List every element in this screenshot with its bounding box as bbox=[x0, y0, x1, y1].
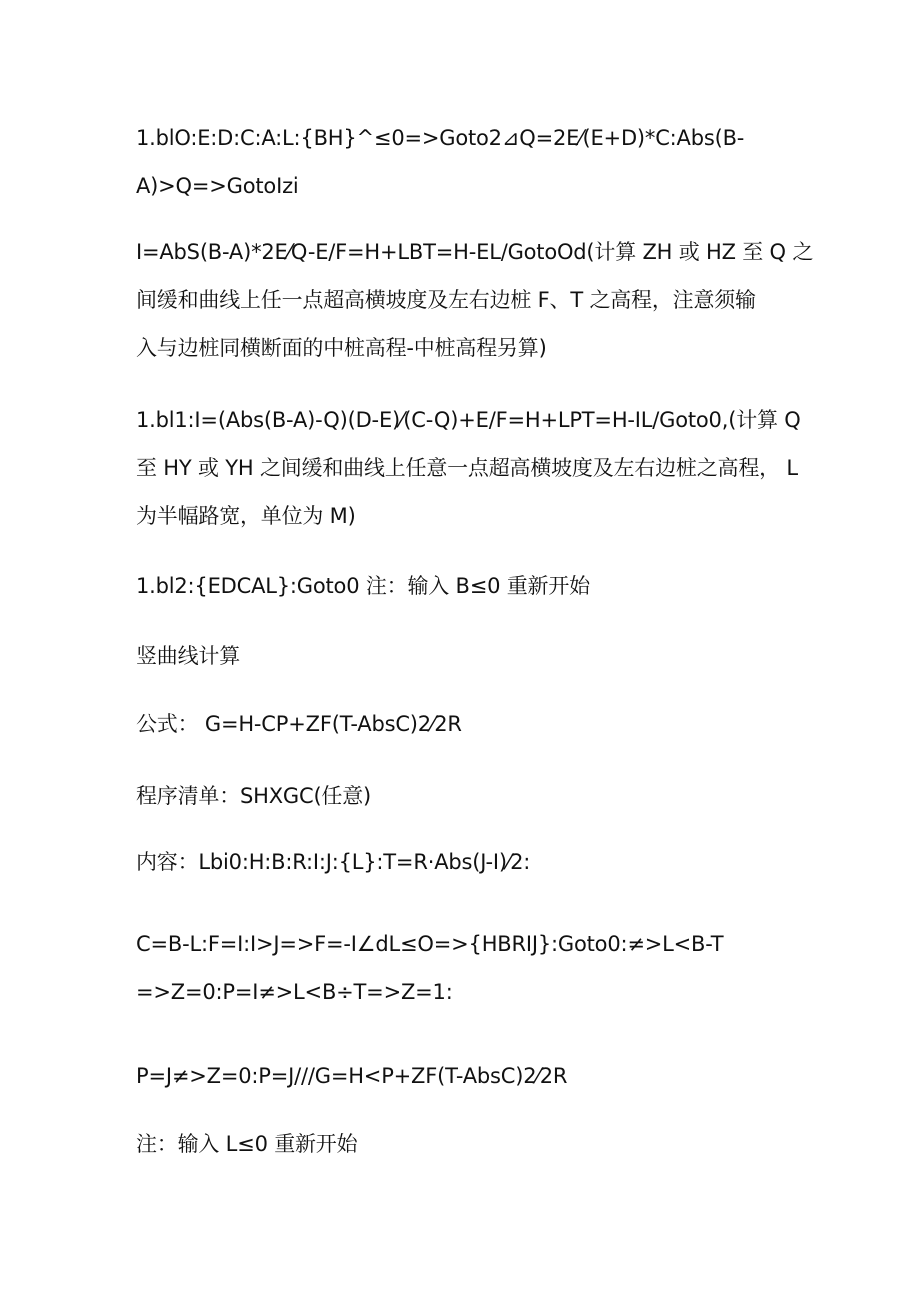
text-line: 程序清单：SHXGC(任意) bbox=[136, 784, 372, 808]
section-heading-vertical-curve bbox=[136, 632, 786, 680]
text-line: 1.bl2:{EDCAL}:Goto0 注：输入 B≤0 重新开始 bbox=[136, 574, 590, 598]
paragraph-program-line-0 bbox=[136, 114, 786, 210]
text-line: C=B-L:F=I:I>J=>F=-I∠dL≤O=>{HBRIJ}:Goto0:≠>L<B-T bbox=[136, 932, 724, 956]
text-line: 公式： G=H-CP+ZF(T-AbsC)2⁄2R bbox=[136, 712, 462, 736]
text-line: 竖曲线计算 bbox=[136, 644, 240, 668]
text-line: =>Z=0:P=I≠>L<B÷T=>Z=1: bbox=[136, 980, 453, 1004]
paragraph-program-end bbox=[136, 1052, 786, 1100]
text-line: 注：输入 L≤0 重新开始 bbox=[136, 1132, 358, 1156]
text-line: I=AbS(B-A)*2E⁄Q-E/F=H+LBT=H-EL/GotoOd(计算 ZH 或 HZ 至 Q 之 bbox=[136, 240, 814, 264]
paragraph-content bbox=[136, 838, 786, 886]
text-line: 1.blO:E:D:C:A:L:{BH}^≤0=>Goto2⊿Q=2E⁄(E+D)*C:Abs(B- bbox=[136, 126, 745, 150]
text-line: 入与边桩同横断面的中桩高程-中桩高程另算) bbox=[136, 336, 547, 360]
text-line: A)>Q=>GotoIzi bbox=[136, 174, 299, 198]
text-line: 至 HY 或 YH 之间缓和曲线上任意一点超高横坡度及左右边桩之高程， L bbox=[136, 456, 798, 480]
text-line: 为半幅路宽，单位为 M) bbox=[136, 504, 356, 528]
paragraph-program-listing bbox=[136, 772, 786, 820]
paragraph-program-body bbox=[136, 920, 786, 1016]
text-line: 间缓和曲线上任一点超高横坡度及左右边桩 F、T 之高程，注意须输 bbox=[136, 288, 756, 312]
paragraph-program-line-2 bbox=[136, 562, 786, 610]
text-line: P=J≠>Z=0:P=J///G=H<P+ZF(T-AbsC)2⁄2R bbox=[136, 1064, 568, 1088]
paragraph-program-line-1 bbox=[136, 396, 801, 540]
paragraph-transition-curve-formula bbox=[136, 228, 814, 372]
text-line: 内容：Lbi0:H:B:R:I:J:{L}:T=R·Abs(J-I)⁄2: bbox=[136, 850, 531, 874]
paragraph-note bbox=[136, 1120, 786, 1168]
paragraph-formula bbox=[136, 700, 786, 748]
text-line: 1.bl1:I=(Abs(B-A)-Q)(D-E)⁄(C-Q)+E/F=H+LPT=H-IL/Goto0,(计算 Q bbox=[136, 408, 801, 432]
